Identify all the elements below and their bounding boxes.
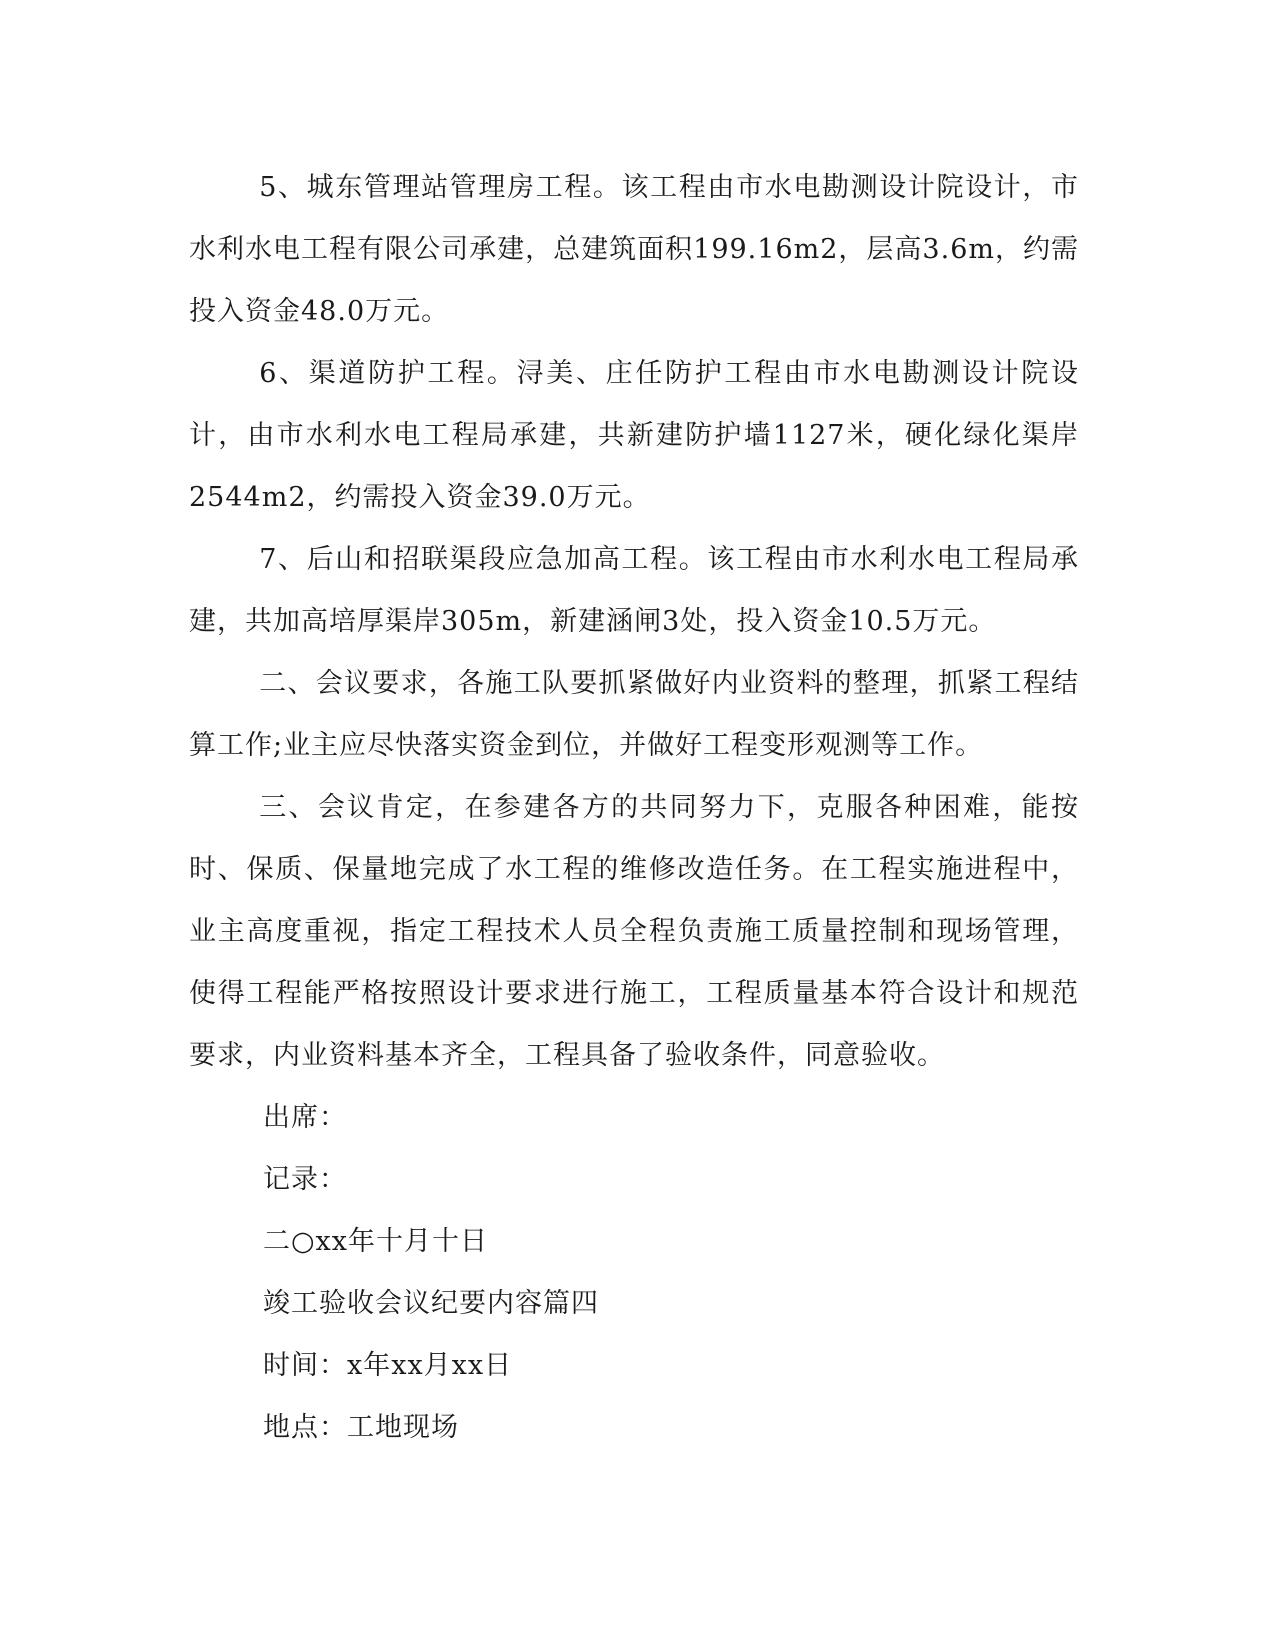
paragraph-meeting-requirements: 二、会议要求，各施工队要抓紧做好内业资料的整理，抓紧工程结算工作;业主应尽快落实资金到位，并做好工程变形观测等工作。: [189, 668, 1079, 761]
paragraph-meeting-affirmation: 三、会议肯定，在参建各方的共同努力下，克服各种困难，能按时、保质、保量地完成了水工程的维修改造任务。在工程实施进程中，业主高度重视，指定工程技术人员全程负责施工质量控制和现场管理，使得工程能严格按照设计要求进行施工，工程质量基本符合设计和规范要求，内业资料基本齐全，工程具备了验收条件，同意验收。: [189, 792, 1079, 1071]
paragraph-project-7: 7、后山和招联渠段应急加高工程。该工程由市水利水电工程局承建，共加高培厚渠岸305m，新建涵闸3处，投入资金10.5万元。: [189, 544, 1079, 637]
paragraph-project-5: 5、城东管理站管理房工程。该工程由市水电勘测设计院设计，市水利水电工程有限公司承建，总建筑面积199.16m2，层高3.6m，约需投入资金48.0万元。: [189, 172, 1079, 327]
attendance-line: 出席：: [263, 1102, 347, 1133]
date-line: 二○xx年十月十日: [263, 1226, 489, 1257]
paragraph-project-6: 6、渠道防护工程。浔美、庄任防护工程由市水电勘测设计院设计，由市水利水电工程局承建，共新建防护墙1127米，硬化绿化渠岸2544m2，约需投入资金39.0万元。: [189, 358, 1079, 513]
time-line: 时间：x年xx月xx日: [263, 1350, 513, 1381]
document-body: [189, 157, 1079, 1459]
recorder-line: 记录：: [263, 1164, 347, 1195]
section-title: 竣工验收会议纪要内容篇四: [263, 1288, 599, 1319]
location-line: 地点：工地现场: [263, 1412, 459, 1443]
